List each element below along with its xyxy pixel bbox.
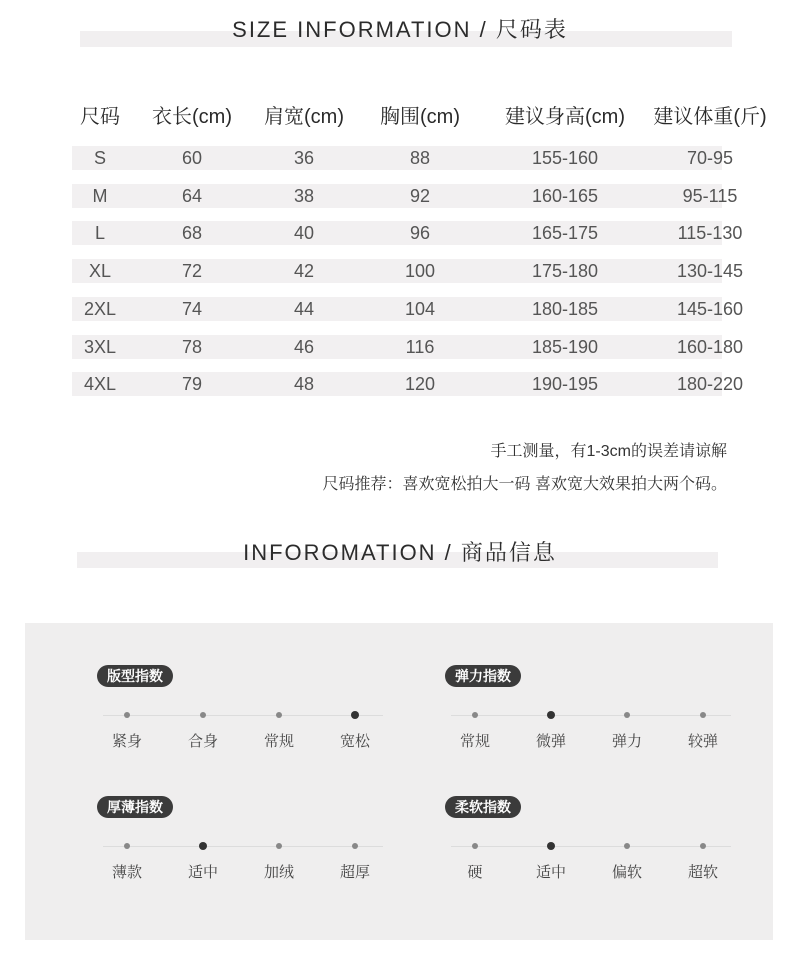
cell-length: 72 bbox=[181, 261, 203, 282]
cell-weight: 130-145 bbox=[676, 261, 744, 282]
softness-index-badge: 柔软指数 bbox=[445, 796, 521, 818]
cell-size: 4XL bbox=[83, 374, 117, 395]
cell-size: M bbox=[92, 185, 108, 206]
size-section-header bbox=[0, 15, 800, 65]
cell-chest: 120 bbox=[404, 374, 436, 395]
cell-weight: 115-130 bbox=[677, 223, 743, 244]
scale-option bbox=[249, 840, 309, 890]
table-row bbox=[72, 372, 744, 396]
cell-chest: 92 bbox=[409, 185, 431, 206]
cell-weight: 70-95 bbox=[686, 148, 734, 168]
cell-height: 180-185 bbox=[531, 298, 599, 319]
cell-chest: 100 bbox=[404, 261, 436, 282]
scale-option bbox=[445, 709, 505, 759]
cell-weight: 160-180 bbox=[676, 336, 744, 357]
info-section-title: INFOROMATION / 商品信息 bbox=[243, 540, 557, 565]
cell-length: 79 bbox=[181, 374, 203, 395]
cell-shoulder: 42 bbox=[293, 261, 315, 282]
header-length: 衣长(cm) bbox=[152, 106, 232, 128]
cell-height: 165-175 bbox=[531, 223, 599, 244]
scale-option bbox=[173, 840, 233, 890]
cell-shoulder: 38 bbox=[293, 185, 315, 206]
size-table-header bbox=[70, 100, 770, 136]
scale-option-label: 薄款 bbox=[111, 864, 142, 881]
cell-weight: 180-220 bbox=[676, 374, 744, 395]
scale-option-label: 偏软 bbox=[611, 864, 642, 881]
table-row bbox=[72, 259, 744, 283]
cell-length: 60 bbox=[181, 148, 203, 168]
cell-weight: 145-160 bbox=[676, 298, 744, 319]
scale-option bbox=[521, 709, 581, 759]
cell-size: S bbox=[93, 148, 106, 168]
header-height: 建议身高(cm) bbox=[505, 106, 625, 128]
table-row bbox=[72, 297, 744, 321]
cell-height: 175-180 bbox=[531, 261, 599, 282]
measure-note: 手工测量，有1-3cm的误差请谅解 bbox=[490, 443, 727, 460]
header-weight: 建议体重(斤) bbox=[653, 106, 767, 128]
cell-shoulder: 36 bbox=[293, 148, 315, 168]
selected-dot-icon bbox=[547, 711, 555, 719]
size-section-title: SIZE INFORMATION / 尺码表 bbox=[232, 17, 568, 42]
header-shoulder: 肩宽(cm) bbox=[264, 106, 344, 128]
cell-shoulder: 44 bbox=[293, 298, 315, 319]
cell-shoulder: 48 bbox=[293, 374, 315, 395]
dot-icon bbox=[624, 843, 630, 849]
dot-icon bbox=[472, 843, 478, 849]
cell-size: 2XL bbox=[83, 298, 117, 319]
cell-length: 74 bbox=[181, 298, 203, 319]
size-recommendation: 尺码推荐：喜欢宽松拍大一码 喜欢宽大效果拍大两个码。 bbox=[322, 476, 727, 493]
fit-index-badge: 版型指数 bbox=[97, 665, 173, 687]
cell-size: 3XL bbox=[83, 336, 117, 357]
info-section-header bbox=[0, 538, 800, 588]
scale-option bbox=[173, 709, 233, 759]
scale-option-label: 常规 bbox=[263, 733, 294, 750]
table-row bbox=[72, 221, 743, 245]
scale-option-label: 超厚 bbox=[339, 864, 370, 881]
dot-icon bbox=[472, 712, 478, 718]
scale-option bbox=[673, 840, 733, 890]
cell-shoulder: 46 bbox=[293, 336, 315, 357]
dot-icon bbox=[352, 843, 358, 849]
scale-option-label: 适中 bbox=[187, 864, 218, 881]
selected-dot-icon bbox=[547, 842, 555, 850]
cell-weight: 95-115 bbox=[682, 185, 738, 206]
scale-option bbox=[325, 709, 385, 759]
selected-dot-icon bbox=[199, 842, 207, 850]
scale-option bbox=[97, 840, 157, 890]
cell-height: 160-165 bbox=[531, 185, 599, 206]
cell-chest: 96 bbox=[409, 223, 431, 244]
cell-length: 68 bbox=[181, 223, 203, 244]
table-row bbox=[72, 184, 738, 208]
cell-chest: 88 bbox=[409, 148, 431, 168]
scale-option-label: 硬 bbox=[467, 864, 483, 881]
scale-option bbox=[521, 840, 581, 890]
scale-option-label: 宽松 bbox=[339, 733, 370, 750]
scale-option bbox=[673, 709, 733, 759]
scale-option-label: 较弹 bbox=[687, 733, 718, 750]
scale-option bbox=[325, 840, 385, 890]
cell-length: 78 bbox=[181, 336, 203, 357]
scale-option bbox=[249, 709, 309, 759]
scale-option bbox=[97, 709, 157, 759]
scale-option bbox=[597, 840, 657, 890]
table-row bbox=[72, 146, 734, 170]
dot-icon bbox=[200, 712, 206, 718]
cell-height: 155-160 bbox=[531, 148, 599, 168]
dot-icon bbox=[624, 712, 630, 718]
dot-icon bbox=[276, 712, 282, 718]
scale-option-label: 常规 bbox=[459, 733, 490, 750]
scale-option-label: 超软 bbox=[687, 864, 718, 881]
scale-option bbox=[445, 840, 505, 890]
cell-height: 190-195 bbox=[531, 374, 599, 395]
cell-size: L bbox=[94, 223, 105, 244]
dot-icon bbox=[124, 843, 130, 849]
scale-option-label: 弹力 bbox=[611, 733, 642, 750]
scale-option-label: 加绒 bbox=[263, 864, 294, 881]
thickness-index-badge: 厚薄指数 bbox=[97, 796, 173, 818]
cell-chest: 116 bbox=[405, 336, 435, 357]
product-info-panel bbox=[25, 623, 773, 940]
dot-icon bbox=[276, 843, 282, 849]
dot-icon bbox=[124, 712, 130, 718]
cell-size: XL bbox=[88, 261, 112, 282]
cell-height: 185-190 bbox=[531, 336, 599, 357]
dot-icon bbox=[700, 843, 706, 849]
scale-option bbox=[597, 709, 657, 759]
cell-chest: 104 bbox=[404, 298, 436, 319]
scale-option-label: 适中 bbox=[535, 864, 566, 881]
stretch-index-badge: 弹力指数 bbox=[445, 665, 521, 687]
dot-icon bbox=[700, 712, 706, 718]
scale-option-label: 微弹 bbox=[535, 733, 566, 750]
table-row bbox=[72, 335, 744, 359]
header-chest: 胸围(cm) bbox=[380, 106, 460, 128]
scale-option-label: 合身 bbox=[187, 733, 218, 750]
cell-length: 64 bbox=[181, 185, 203, 206]
cell-shoulder: 40 bbox=[293, 223, 315, 244]
selected-dot-icon bbox=[351, 711, 359, 719]
scale-option-label: 紧身 bbox=[111, 733, 142, 750]
header-size: 尺码 bbox=[80, 106, 120, 128]
